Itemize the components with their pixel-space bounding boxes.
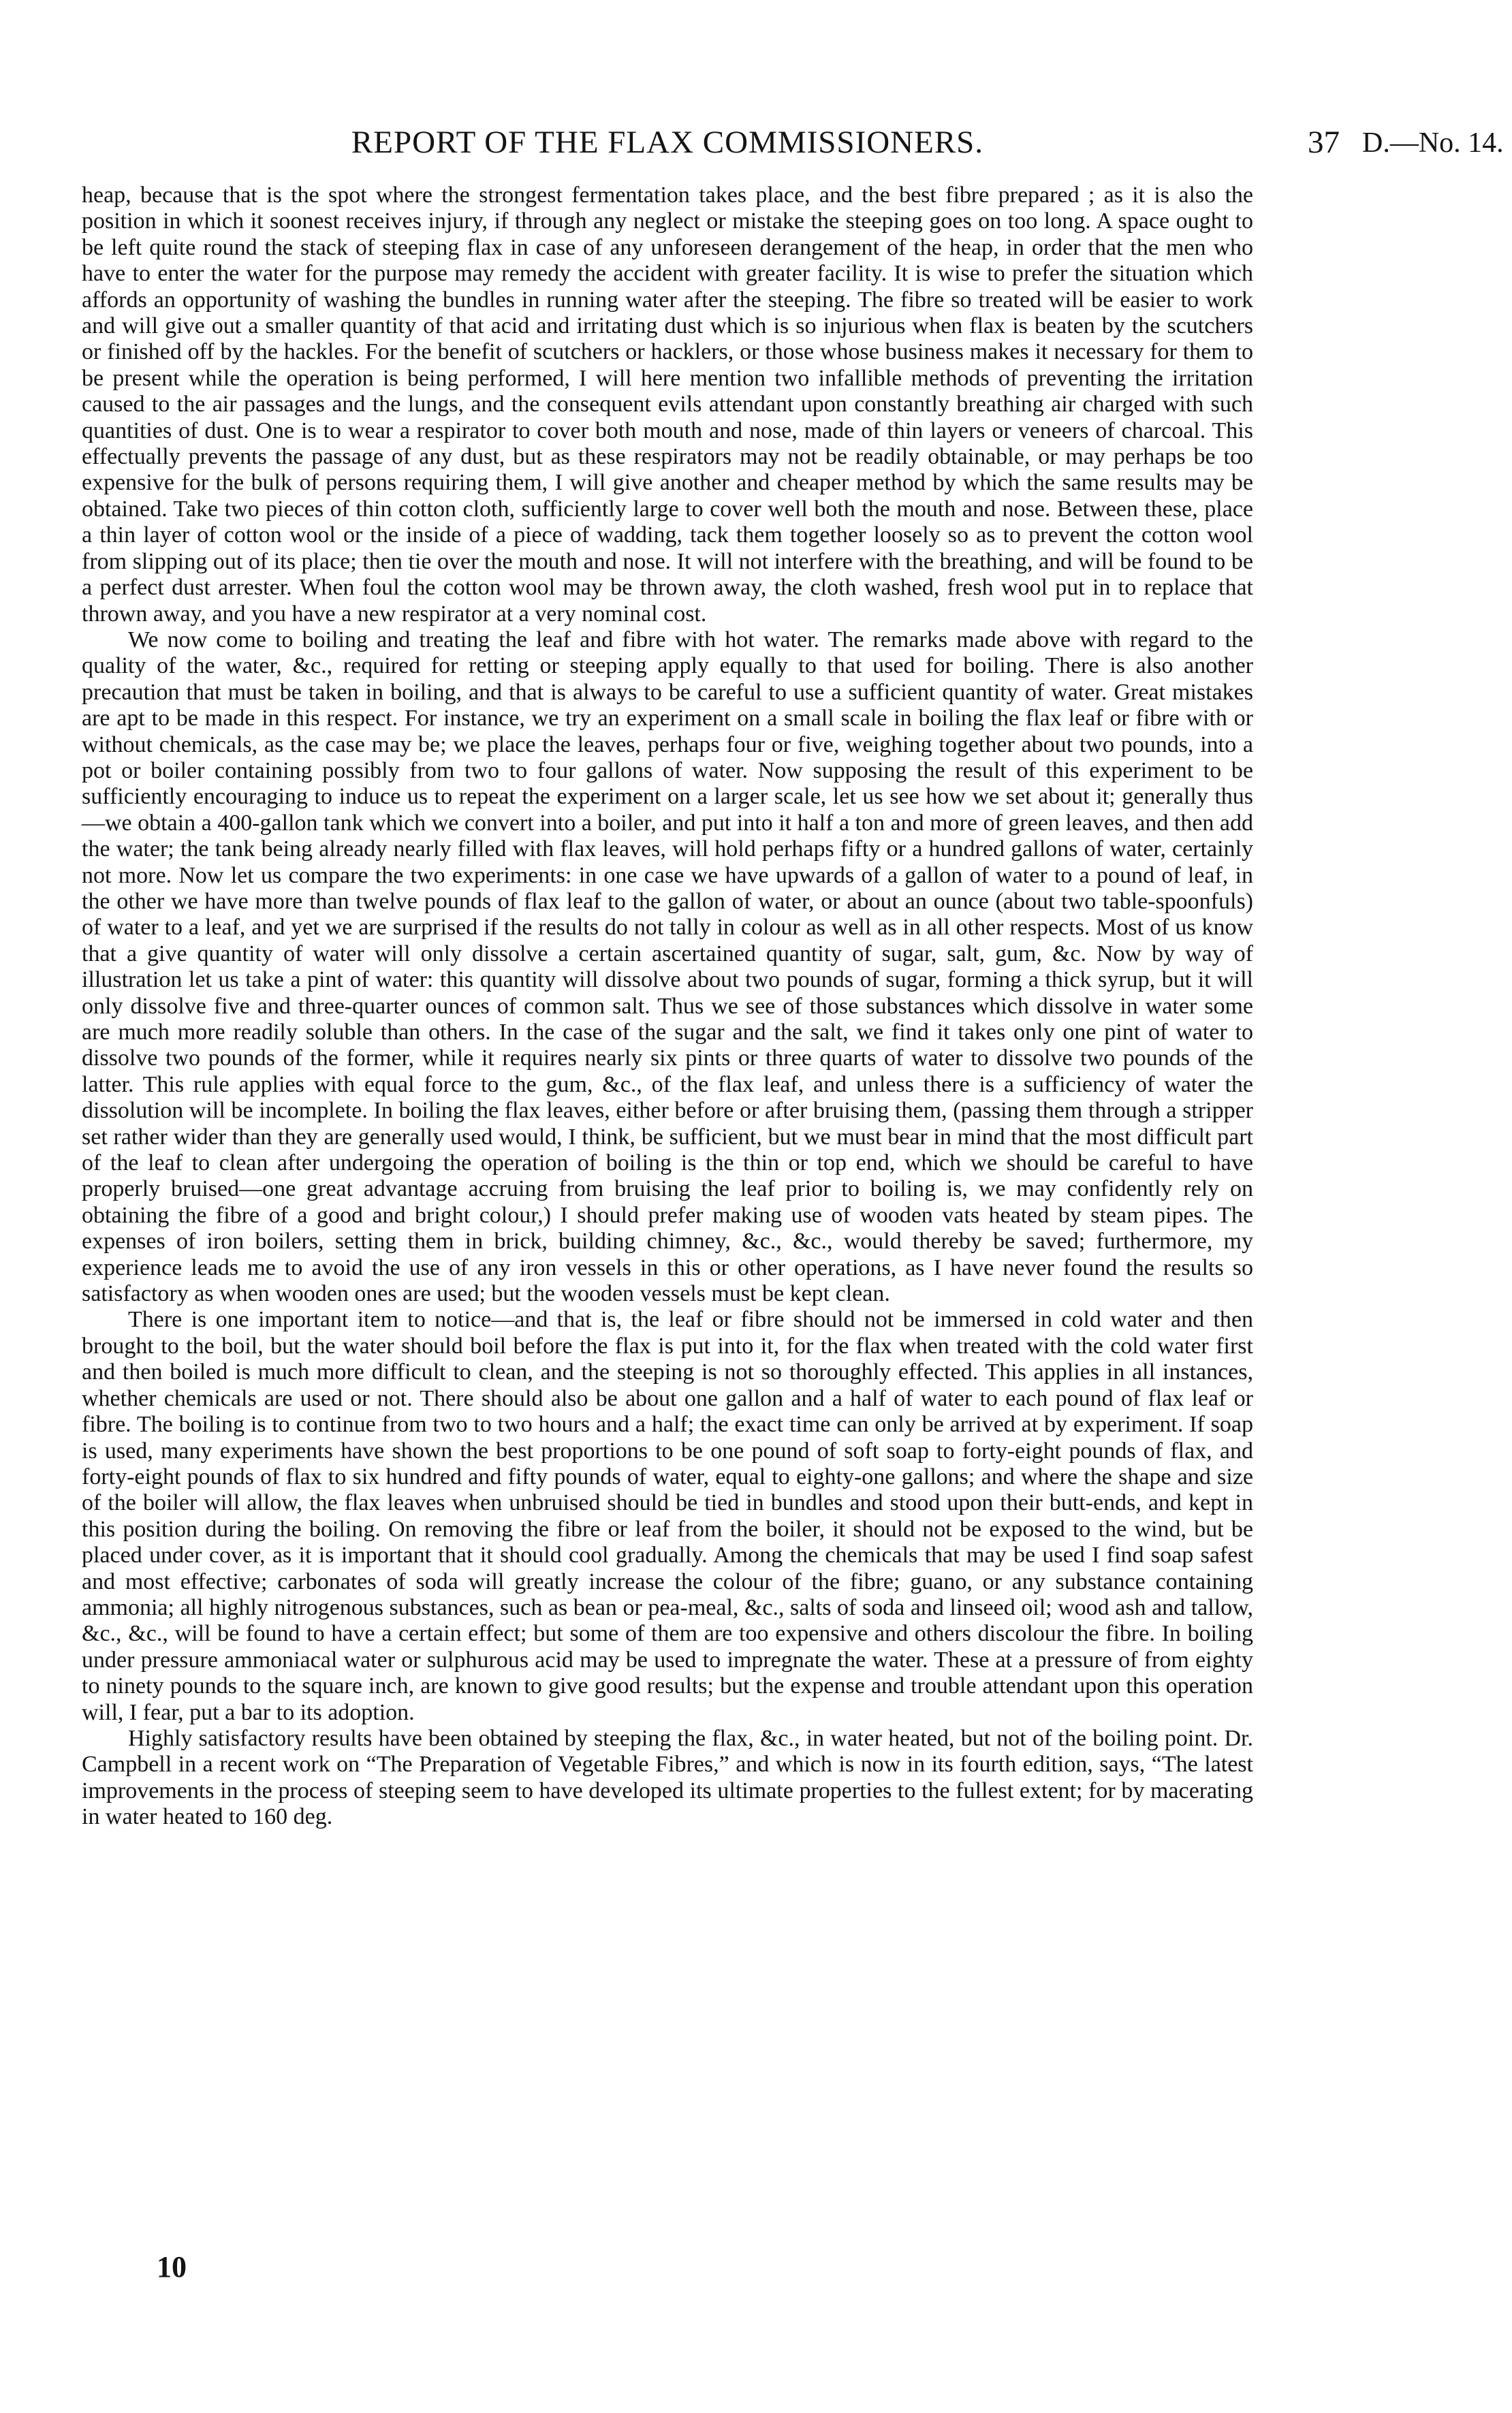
paragraph-2: We now come to boiling and treating the leaf and fibre with hot water. The remarks made above with regard to the quality of the water, &c., required for retting or steeping apply equally to that used for boiling. There is also another precaution that must be taken in boiling, and that is always to be careful to use a sufficient quantity of water. Great mistakes are apt to be made in this respect. For instance, we try an experiment on a small scale in boiling the flax leaf or fibre with or without chemicals, as the case may be; we place the leaves, perhaps four or five, weighing together about two pounds, into a pot or boiler containing possibly from two to four gallons of water. Now supposing the result of this experiment to be sufficiently encouraging to induce us to repeat the experiment on a larger scale, let us see how we set about it; generally thus—we obtain a 400-gallon tank which we convert into a boiler, and put into it half a ton and more of green leaves, and then add the water; the tank being already nearly filled with flax leaves, will hold perhaps fifty or a hundred gallons of water, certainly not more. Now let us compare the two experiments: in one case we have upwards of a gallon of water to a pound of leaf, in the other we have more than twelve pounds of flax leaf to the gallon of water, or about an ounce (about two table-spoonfuls) of water to a leaf, and yet we are surprised if the results do not tally in colour as well as in all other respects. Most of us know that a give quantity of water will only dissolve a certain ascertained quantity of sugar, salt, gum, &c. Now by way of illustration let us take a pint of water: this quantity will dissolve about two pounds of sugar, forming a thick syrup, but it will only dissolve five and three-quarter ounces of common salt. Thus we see of those substances which dissolve in water some are much more readily soluble than others. In the case of the sugar and the salt, we find it takes only one pint of water to dissolve two pounds of the former, while it requires nearly six pints or three quarts of water to dissolve two pounds of the latter. This rule applies with equal force to the gum, &c., of the flax leaf, and unless there is a sufficiency of water the dissolution will be incomplete. In boiling the flax leaves, either before or after bruising them, (passing them through a stripper set rather wider than they are generally used would, I think, be sufficient, but we must bear in mind that the most difficult part of the leaf to clean after undergoing the operation of boiling is the thin or top end, which we should be careful to have properly bruised—one great advantage accruing from bruising the leaf prior to boiling is, we may confidently rely on obtaining the fibre of a good and bright colour,) I should prefer making use of wooden vats heated by steam pipes. The expenses of iron boilers, setting them in brick, building chimney, &c., &c., would thereby be saved; furthermore, my experience leads me to avoid the use of any iron vessels in this or other operations, as I have never found the results so satisfactory as when wooden ones are used; but the wooden vessels must be kept clean. bbox=[82, 627, 1253, 1307]
page-number: 37 bbox=[1308, 125, 1340, 160]
paragraph-3: There is one important item to notice—and that is, the leaf or fibre should not be immersed in cold water and then brought to the boil, but the water should boil before the flax is put into it, for the flax when treated with the cold water first and then boiled is much more difficult to clean, and the steeping is not so thoroughly effected. This applies in all instances, whether chemicals are used or not. There should also be about one gallon and a half of water to each pound of flax leaf or fibre. The boiling is to continue from two to two hours and a half; the exact time can only be arrived at by experiment. If soap is used, many experiments have shown the best proportions to be one pound of soft soap to forty-eight pounds of flax, and forty-eight pounds of flax to six hundred and fifty pounds of water, equal to eighty-one gallons; and where the shape and size of the boiler will allow, the flax leaves when unbruised should be tied in bundles and stood upon their butt-ends, and kept in this position during the boiling. On removing the fibre or leaf from the boiler, it should not be exposed to the wind, but be placed under cover, as it is important that it should cool gradually. Among the chemicals that may be used I find soap safest and most effective; carbonates of soda will greatly increase the colour of the fibre; guano, or any substance containing ammonia; all highly nitrogenous substances, such as bean or pea-meal, &c., salts of soda and linseed oil; wood ash and tallow, &c., &c., will be found to have a certain effect; but some of them are too expensive and others discolour the fibre. In boiling under pressure ammoniacal water or sulphurous acid may be used to impregnate the water. These at a pressure of from eighty to ninety pounds to the square inch, are known to give good results; but the expense and trouble attendant upon this operation will, I fear, put a bar to its adoption. bbox=[82, 1307, 1253, 1725]
signature-mark: 10 bbox=[157, 2250, 187, 2284]
paragraph-1: heap, because that is the spot where the strongest fermentation takes place, and the best fibre prepared ; as it is also the position in which it soonest receives injury, if through any neglect or mistake the steeping goes on too long. A space ought to be left quite round the stack of steeping flax in case of any unforeseen derangement of the heap, in order that the men who have to enter the water for the purpose may remedy the accident with greater facility. It is wise to prefer the situation which affords an opportunity of washing the bundles in running water after the steeping. The fibre so treated will be easier to work and will give out a smaller quantity of that acid and irritating dust which is so injurious when flax is beaten by the scutchers or finished off by the hackles. For the benefit of scutchers or hacklers, or those whose business makes it necessary for them to be present while the operation is being performed, I will here mention two infallible methods of preventing the irritation caused to the air passages and the lungs, and the consequent evils attendant upon constantly breathing air charged with such quantities of dust. One is to wear a respirator to cover both mouth and nose, made of thin layers or veneers of charcoal. This effectually prevents the passage of any dust, but as these respirators may not be readily obtainable, or may perhaps be too expensive for the bulk of persons requiring them, I will give another and cheaper method by which the same results may be obtained. Take two pieces of thin cotton cloth, sufficiently large to cover well both the mouth and nose. Between these, place a thin layer of cotton wool or the inside of a piece of wadding, tack them together loosely so as to prevent the cotton wool from slipping out of its place; then tie over the mouth and nose. It will not interfere with the breathing, and will be found to be a perfect dust arrester. When foul the cotton wool may be thrown away, the cloth washed, fresh wool put in to replace that thrown away, and you have a new respirator at a very nominal cost. bbox=[82, 183, 1253, 627]
body-text bbox=[82, 183, 1253, 1831]
running-title: REPORT OF THE FLAX COMMISSIONERS. bbox=[351, 125, 984, 160]
series-reference: D.—No. 14. bbox=[1362, 127, 1504, 159]
page-header bbox=[82, 124, 1504, 173]
paragraph-4: Highly satisfactory results have been obtained by steeping the flax, &c., in water heated, but not of the boiling point. Dr. Campbell in a recent work on “The Preparation of Vegetable Fibres,” and which is now in its fourth edition, says, “The latest improvements in the process of steeping seem to have developed its ultimate properties to the fullest extent; for by macerating in water heated to 160 deg. bbox=[82, 1725, 1253, 1830]
